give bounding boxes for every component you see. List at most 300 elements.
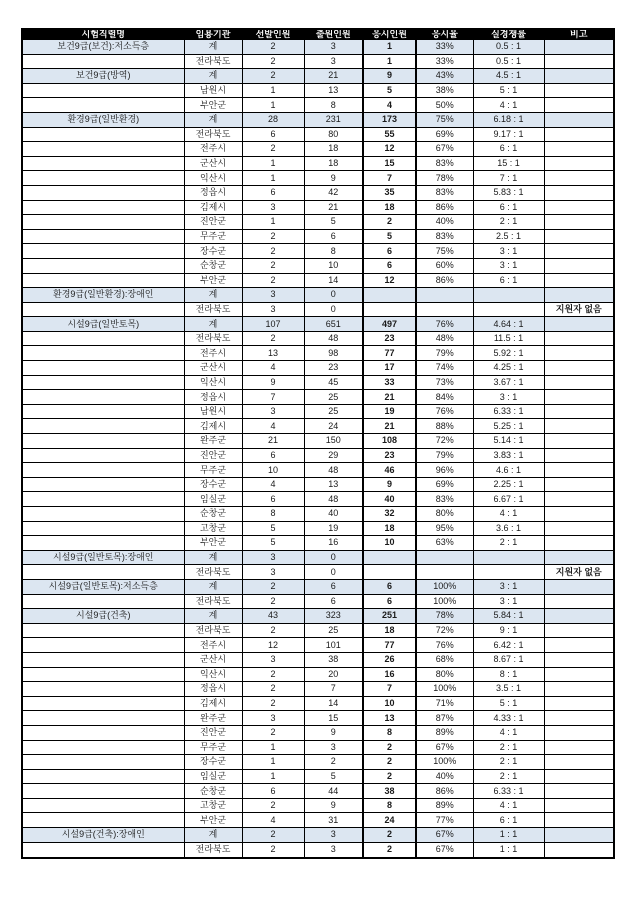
cell-applicant-count: 6: [304, 579, 363, 594]
cell-attendance-rate: 86%: [416, 200, 473, 215]
cell-taker-count: 497: [363, 317, 416, 332]
cell-taker-count: 1: [363, 54, 416, 69]
cell-note: [544, 142, 614, 157]
cell-applicant-count: 9: [304, 725, 363, 740]
cell-agency: 계: [184, 69, 242, 84]
cell-applicant-count: 20: [304, 667, 363, 682]
cell-note: [544, 594, 614, 609]
cell-competition-ratio: 6.33 : 1: [473, 784, 544, 799]
table-row: [22, 404, 614, 419]
cell-series-name: 환경9급(일반환경):장애인: [22, 288, 184, 303]
cell-agency: 계: [184, 828, 242, 843]
cell-taker-count: 251: [363, 609, 416, 624]
cell-taker-count: 77: [363, 638, 416, 653]
cell-selected-count: 2: [242, 258, 304, 273]
cell-agency: 전라북도: [184, 331, 242, 346]
cell-taker-count: [363, 550, 416, 565]
cell-agency: 익산시: [184, 375, 242, 390]
table-row: [22, 463, 614, 478]
cell-competition-ratio: 3.67 : 1: [473, 375, 544, 390]
cell-selected-count: 2: [242, 682, 304, 697]
cell-selected-count: 28: [242, 112, 304, 127]
cell-series-name: [22, 740, 184, 755]
cell-selected-count: 21: [242, 434, 304, 449]
cell-taker-count: 9: [363, 477, 416, 492]
cell-agency: 전라북도: [184, 54, 242, 69]
table-row: [22, 375, 614, 390]
table-row: [22, 229, 614, 244]
cell-agency: 계: [184, 579, 242, 594]
cell-note: [544, 755, 614, 770]
cell-selected-count: 2: [242, 579, 304, 594]
cell-series-name: [22, 171, 184, 186]
cell-agency: 전주시: [184, 638, 242, 653]
cell-competition-ratio: 3 : 1: [473, 390, 544, 405]
cell-selected-count: 2: [242, 54, 304, 69]
cell-applicant-count: 6: [304, 229, 363, 244]
cell-note: [544, 156, 614, 171]
cell-agency: 전주시: [184, 346, 242, 361]
cell-series-name: [22, 434, 184, 449]
cell-competition-ratio: 8 : 1: [473, 667, 544, 682]
cell-note: [544, 361, 614, 376]
cell-series-name: [22, 185, 184, 200]
cell-selected-count: 2: [242, 798, 304, 813]
cell-series-name: [22, 682, 184, 697]
cell-applicant-count: 18: [304, 142, 363, 157]
cell-attendance-rate: 38%: [416, 83, 473, 98]
cell-taker-count: 32: [363, 507, 416, 522]
cell-taker-count: 5: [363, 229, 416, 244]
cell-attendance-rate: 68%: [416, 652, 473, 667]
cell-taker-count: 40: [363, 492, 416, 507]
column-header-8: 비고: [544, 29, 614, 40]
cell-applicant-count: 5: [304, 215, 363, 230]
table-row: [22, 244, 614, 259]
cell-note: [544, 652, 614, 667]
cell-attendance-rate: 50%: [416, 98, 473, 113]
cell-series-name: 시설9급(일반토목): [22, 317, 184, 332]
cell-attendance-rate: 100%: [416, 755, 473, 770]
cell-applicant-count: 323: [304, 609, 363, 624]
cell-competition-ratio: 3 : 1: [473, 594, 544, 609]
table-row: [22, 346, 614, 361]
cell-attendance-rate: 48%: [416, 331, 473, 346]
cell-attendance-rate: 86%: [416, 784, 473, 799]
cell-competition-ratio: 3.6 : 1: [473, 521, 544, 536]
cell-agency: 부안군: [184, 813, 242, 828]
cell-note: [544, 375, 614, 390]
cell-note: [544, 390, 614, 405]
cell-competition-ratio: 3 : 1: [473, 244, 544, 259]
cell-applicant-count: 25: [304, 623, 363, 638]
cell-applicant-count: 98: [304, 346, 363, 361]
table-row: [22, 156, 614, 171]
cell-applicant-count: 150: [304, 434, 363, 449]
cell-agency: 완주군: [184, 711, 242, 726]
cell-selected-count: 2: [242, 667, 304, 682]
column-header-6: 응시율: [416, 29, 473, 40]
cell-taker-count: 10: [363, 696, 416, 711]
cell-attendance-rate: 96%: [416, 463, 473, 478]
table-row: [22, 200, 614, 215]
cell-taker-count: 2: [363, 769, 416, 784]
cell-competition-ratio: 2.5 : 1: [473, 229, 544, 244]
cell-selected-count: 6: [242, 127, 304, 142]
cell-agency: 전라북도: [184, 565, 242, 580]
cell-note: [544, 638, 614, 653]
cell-series-name: [22, 156, 184, 171]
cell-attendance-rate: 69%: [416, 477, 473, 492]
cell-series-name: [22, 258, 184, 273]
cell-taker-count: 2: [363, 740, 416, 755]
cell-agency: 정읍시: [184, 682, 242, 697]
cell-taker-count: 18: [363, 200, 416, 215]
table-row: [22, 492, 614, 507]
cell-agency: 고창군: [184, 521, 242, 536]
cell-taker-count: 23: [363, 331, 416, 346]
cell-note: [544, 273, 614, 288]
cell-taker-count: 5: [363, 83, 416, 98]
cell-series-name: [22, 638, 184, 653]
cell-attendance-rate: 73%: [416, 375, 473, 390]
cell-applicant-count: 15: [304, 711, 363, 726]
cell-applicant-count: 3: [304, 40, 363, 55]
total-row: [22, 550, 614, 565]
table-row: [22, 711, 614, 726]
cell-attendance-rate: 83%: [416, 229, 473, 244]
cell-series-name: [22, 346, 184, 361]
table-row: [22, 171, 614, 186]
cell-selected-count: 2: [242, 331, 304, 346]
cell-attendance-rate: 40%: [416, 769, 473, 784]
cell-selected-count: 2: [242, 229, 304, 244]
table-header-row: [22, 29, 614, 40]
column-header-2: 임용기관: [184, 29, 242, 40]
cell-note: [544, 536, 614, 551]
total-row: [22, 112, 614, 127]
cell-attendance-rate: [416, 565, 473, 580]
total-row: [22, 828, 614, 843]
cell-agency: 정읍시: [184, 390, 242, 405]
cell-competition-ratio: 0.5 : 1: [473, 40, 544, 55]
cell-competition-ratio: 2 : 1: [473, 755, 544, 770]
cell-applicant-count: 25: [304, 390, 363, 405]
cell-competition-ratio: 4.33 : 1: [473, 711, 544, 726]
cell-agency: 익산시: [184, 171, 242, 186]
cell-series-name: [22, 127, 184, 142]
cell-selected-count: 1: [242, 755, 304, 770]
cell-note: [544, 682, 614, 697]
table-row: [22, 302, 614, 317]
cell-selected-count: 3: [242, 404, 304, 419]
cell-selected-count: 2: [242, 828, 304, 843]
cell-taker-count: 2: [363, 828, 416, 843]
cell-series-name: [22, 492, 184, 507]
cell-attendance-rate: 67%: [416, 142, 473, 157]
cell-agency: 김제시: [184, 419, 242, 434]
cell-selected-count: 13: [242, 346, 304, 361]
cell-selected-count: 6: [242, 784, 304, 799]
table-row: [22, 521, 614, 536]
cell-applicant-count: 101: [304, 638, 363, 653]
cell-agency: 순창군: [184, 507, 242, 522]
cell-attendance-rate: 69%: [416, 127, 473, 142]
cell-applicant-count: 48: [304, 492, 363, 507]
cell-agency: 계: [184, 112, 242, 127]
cell-competition-ratio: 4 : 1: [473, 798, 544, 813]
cell-attendance-rate: 100%: [416, 594, 473, 609]
cell-agency: 부안군: [184, 536, 242, 551]
cell-selected-count: 6: [242, 185, 304, 200]
cell-competition-ratio: 2 : 1: [473, 769, 544, 784]
cell-applicant-count: 42: [304, 185, 363, 200]
cell-attendance-rate: 89%: [416, 725, 473, 740]
cell-selected-count: 3: [242, 550, 304, 565]
cell-agency: 전라북도: [184, 623, 242, 638]
cell-applicant-count: 44: [304, 784, 363, 799]
table-row: [22, 682, 614, 697]
cell-competition-ratio: 11.5 : 1: [473, 331, 544, 346]
table-row: [22, 798, 614, 813]
cell-selected-count: 3: [242, 711, 304, 726]
cell-note: [544, 258, 614, 273]
cell-agency: 진안군: [184, 215, 242, 230]
cell-agency: 장수군: [184, 244, 242, 259]
cell-attendance-rate: 72%: [416, 434, 473, 449]
table-row: [22, 536, 614, 551]
table-row: [22, 390, 614, 405]
cell-applicant-count: 24: [304, 419, 363, 434]
cell-competition-ratio: 1 : 1: [473, 828, 544, 843]
cell-note: [544, 346, 614, 361]
cell-agency: 전라북도: [184, 302, 242, 317]
cell-note: [544, 667, 614, 682]
cell-competition-ratio: 4 : 1: [473, 98, 544, 113]
table-row: [22, 54, 614, 69]
cell-agency: 전라북도: [184, 842, 242, 858]
cell-series-name: [22, 229, 184, 244]
cell-note: [544, 83, 614, 98]
cell-attendance-rate: 78%: [416, 609, 473, 624]
cell-applicant-count: 18: [304, 156, 363, 171]
cell-series-name: [22, 215, 184, 230]
cell-attendance-rate: 89%: [416, 798, 473, 813]
cell-taker-count: 38: [363, 784, 416, 799]
cell-taker-count: [363, 565, 416, 580]
total-row: [22, 69, 614, 84]
cell-taker-count: 21: [363, 419, 416, 434]
cell-series-name: [22, 784, 184, 799]
cell-series-name: [22, 711, 184, 726]
cell-competition-ratio: 6.18 : 1: [473, 112, 544, 127]
cell-applicant-count: 25: [304, 404, 363, 419]
cell-note: [544, 185, 614, 200]
cell-selected-count: 2: [242, 842, 304, 858]
cell-agency: 진안군: [184, 725, 242, 740]
cell-applicant-count: 48: [304, 331, 363, 346]
cell-competition-ratio: 4 : 1: [473, 507, 544, 522]
cell-series-name: 보건9급(보건):저소득층: [22, 40, 184, 55]
cell-series-name: 시설9급(건축):장애인: [22, 828, 184, 843]
cell-series-name: [22, 331, 184, 346]
exam-statistics-table: [21, 28, 615, 859]
table-row: [22, 142, 614, 157]
cell-attendance-rate: 84%: [416, 390, 473, 405]
cell-taker-count: 33: [363, 375, 416, 390]
cell-applicant-count: 23: [304, 361, 363, 376]
table-row: [22, 273, 614, 288]
cell-competition-ratio: 4.64 : 1: [473, 317, 544, 332]
cell-taker-count: 2: [363, 755, 416, 770]
cell-note: [544, 842, 614, 858]
cell-taker-count: 18: [363, 521, 416, 536]
cell-selected-count: 2: [242, 273, 304, 288]
table-row: [22, 419, 614, 434]
cell-competition-ratio: 0.5 : 1: [473, 54, 544, 69]
cell-attendance-rate: 95%: [416, 521, 473, 536]
cell-note: [544, 623, 614, 638]
cell-agency: 김제시: [184, 200, 242, 215]
cell-taker-count: 35: [363, 185, 416, 200]
cell-applicant-count: 3: [304, 54, 363, 69]
cell-agency: 무주군: [184, 229, 242, 244]
cell-applicant-count: 0: [304, 302, 363, 317]
cell-note: [544, 550, 614, 565]
cell-competition-ratio: 5 : 1: [473, 696, 544, 711]
cell-applicant-count: 0: [304, 565, 363, 580]
cell-series-name: 환경9급(일반환경): [22, 112, 184, 127]
cell-taker-count: 17: [363, 361, 416, 376]
cell-competition-ratio: 4 : 1: [473, 725, 544, 740]
cell-competition-ratio: 2.25 : 1: [473, 477, 544, 492]
cell-taker-count: 9: [363, 69, 416, 84]
cell-attendance-rate: 33%: [416, 40, 473, 55]
cell-selected-count: 1: [242, 83, 304, 98]
table-row: [22, 740, 614, 755]
table-row: [22, 696, 614, 711]
cell-attendance-rate: 67%: [416, 842, 473, 858]
cell-agency: 계: [184, 40, 242, 55]
table-row: [22, 842, 614, 858]
cell-competition-ratio: [473, 550, 544, 565]
cell-selected-count: 2: [242, 696, 304, 711]
cell-attendance-rate: 83%: [416, 492, 473, 507]
cell-selected-count: 1: [242, 171, 304, 186]
cell-series-name: [22, 725, 184, 740]
cell-applicant-count: 31: [304, 813, 363, 828]
column-header-7: 실경쟁률: [473, 29, 544, 40]
cell-note: 지원자 없음: [544, 302, 614, 317]
cell-competition-ratio: 6.42 : 1: [473, 638, 544, 653]
table-row: [22, 434, 614, 449]
cell-attendance-rate: 79%: [416, 448, 473, 463]
cell-attendance-rate: 60%: [416, 258, 473, 273]
cell-taker-count: 108: [363, 434, 416, 449]
cell-agency: 순창군: [184, 258, 242, 273]
cell-selected-count: 5: [242, 521, 304, 536]
cell-attendance-rate: 78%: [416, 171, 473, 186]
cell-agency: 부안군: [184, 273, 242, 288]
cell-selected-count: 2: [242, 594, 304, 609]
cell-taker-count: 19: [363, 404, 416, 419]
cell-applicant-count: 10: [304, 258, 363, 273]
cell-competition-ratio: 6 : 1: [473, 142, 544, 157]
cell-taker-count: 12: [363, 142, 416, 157]
cell-note: [544, 434, 614, 449]
cell-applicant-count: 9: [304, 798, 363, 813]
cell-attendance-rate: 76%: [416, 317, 473, 332]
cell-applicant-count: 6: [304, 594, 363, 609]
cell-selected-count: 2: [242, 623, 304, 638]
cell-note: [544, 317, 614, 332]
cell-series-name: [22, 361, 184, 376]
cell-series-name: [22, 419, 184, 434]
cell-note: [544, 127, 614, 142]
table-row: [22, 623, 614, 638]
cell-note: [544, 477, 614, 492]
cell-competition-ratio: 4.5 : 1: [473, 69, 544, 84]
cell-attendance-rate: [416, 288, 473, 303]
cell-selected-count: 2: [242, 40, 304, 55]
cell-note: [544, 492, 614, 507]
cell-series-name: 시설9급(일반토목):저소득층: [22, 579, 184, 594]
cell-selected-count: 3: [242, 652, 304, 667]
cell-agency: 계: [184, 609, 242, 624]
cell-attendance-rate: 87%: [416, 711, 473, 726]
cell-series-name: [22, 273, 184, 288]
cell-attendance-rate: 67%: [416, 828, 473, 843]
cell-selected-count: 1: [242, 740, 304, 755]
cell-selected-count: 3: [242, 565, 304, 580]
cell-taker-count: 15: [363, 156, 416, 171]
cell-series-name: [22, 200, 184, 215]
cell-applicant-count: 5: [304, 769, 363, 784]
cell-competition-ratio: 5.83 : 1: [473, 185, 544, 200]
cell-series-name: [22, 477, 184, 492]
cell-taker-count: 2: [363, 842, 416, 858]
table-row: [22, 784, 614, 799]
cell-note: [544, 828, 614, 843]
cell-competition-ratio: 5.14 : 1: [473, 434, 544, 449]
cell-competition-ratio: 2 : 1: [473, 536, 544, 551]
cell-series-name: [22, 448, 184, 463]
cell-note: [544, 579, 614, 594]
cell-series-name: [22, 54, 184, 69]
cell-attendance-rate: 72%: [416, 623, 473, 638]
cell-series-name: [22, 302, 184, 317]
table-row: [22, 769, 614, 784]
cell-selected-count: 4: [242, 419, 304, 434]
cell-competition-ratio: 3 : 1: [473, 258, 544, 273]
cell-selected-count: 4: [242, 477, 304, 492]
cell-selected-count: 12: [242, 638, 304, 653]
cell-note: [544, 784, 614, 799]
cell-taker-count: 6: [363, 579, 416, 594]
cell-note: [544, 200, 614, 215]
cell-taker-count: 4: [363, 98, 416, 113]
cell-applicant-count: 2: [304, 755, 363, 770]
column-header-4: 출원인원: [304, 29, 363, 40]
cell-note: [544, 288, 614, 303]
cell-selected-count: 6: [242, 492, 304, 507]
cell-selected-count: 7: [242, 390, 304, 405]
cell-taker-count: 8: [363, 725, 416, 740]
cell-competition-ratio: 6 : 1: [473, 200, 544, 215]
table-row: [22, 652, 614, 667]
cell-attendance-rate: 76%: [416, 404, 473, 419]
cell-applicant-count: 29: [304, 448, 363, 463]
